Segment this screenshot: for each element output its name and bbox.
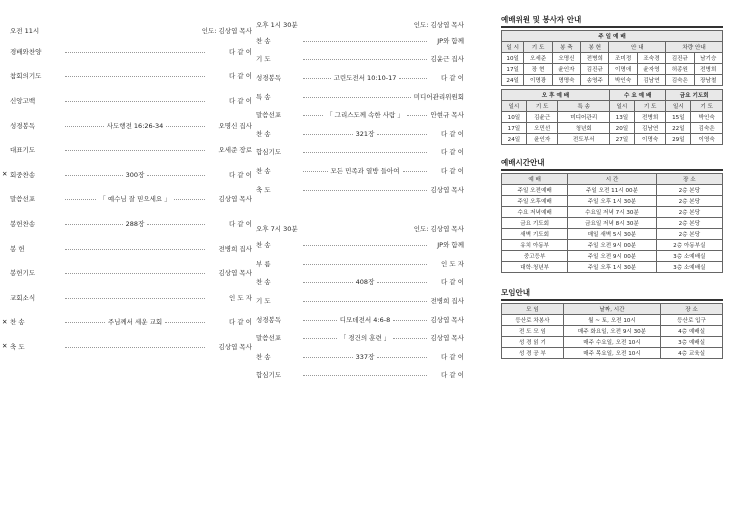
order-person: 다 같 이 xyxy=(441,278,464,287)
order-detail: 「 경건의 훈련 」 xyxy=(339,334,391,343)
order-person: 김상엽 목사 xyxy=(430,315,464,324)
table-row xyxy=(502,112,723,123)
table-cell: 김숙은 xyxy=(666,75,694,86)
info-panel xyxy=(501,14,723,359)
order-person: 다 같 이 xyxy=(229,219,252,228)
dotted-leader xyxy=(303,282,353,283)
table-row xyxy=(502,229,723,240)
sunday-col-prayer: 기 도 xyxy=(524,42,552,53)
order-label: 교회소식 xyxy=(10,293,36,302)
table-cell: 청년회 xyxy=(558,123,610,134)
table-cell: 조미정 xyxy=(609,53,637,64)
afternoon2-leader: 인도: 김상엽 목사 xyxy=(413,225,464,234)
weekday-subheader: 일시 xyxy=(502,101,527,112)
order-label: 참회의기도 xyxy=(10,72,42,81)
table-cell: 3층 소예배실 xyxy=(656,251,722,262)
order-person: 다 같 이 xyxy=(441,352,464,361)
table-cell: 장남철 xyxy=(694,75,722,86)
order-row xyxy=(256,328,464,347)
morning-service xyxy=(2,26,252,359)
weekday-subheader: 기 도 xyxy=(691,101,723,112)
order-label: 회중찬송 xyxy=(10,170,36,179)
table-cell: 성 경 공 부 xyxy=(502,348,564,359)
table-cell: 주일 오전 11시 00분 xyxy=(568,185,656,196)
table-cell: 24일 xyxy=(502,75,524,86)
dotted-leader xyxy=(303,190,427,191)
table-cell: 17일 xyxy=(502,123,527,134)
table-cell: 15일 xyxy=(666,112,691,123)
morning-leader: 인도: 김상엽 목사 xyxy=(201,27,252,35)
dotted-leader xyxy=(165,322,205,323)
table-cell: 김숙은 xyxy=(691,123,723,134)
order-row xyxy=(10,137,252,162)
order-row xyxy=(256,87,464,106)
dotted-leader xyxy=(303,152,427,153)
dotted-leader xyxy=(65,322,105,323)
table-cell: 이명광 xyxy=(524,75,552,86)
table-row xyxy=(502,53,723,64)
order-person: 전병희 집사 xyxy=(430,296,464,305)
order-label: 기 도 xyxy=(256,55,271,64)
order-person: 다 같 이 xyxy=(441,73,464,82)
order-detail: 디모데전서 4:6-8 xyxy=(339,315,391,324)
weekday-subheader: 특 송 xyxy=(558,101,610,112)
weekday-servers-table xyxy=(501,89,723,145)
dotted-leader xyxy=(303,97,411,98)
order-label: 말씀선포 xyxy=(256,111,282,120)
order-detail: 「 예수님 잘 믿으세요 」 xyxy=(99,195,171,204)
cross-mark-icon: ✕ xyxy=(2,170,8,179)
table-cell: 대학·청년부 xyxy=(502,262,568,273)
table-cell: 29일 xyxy=(666,134,691,145)
sunday-servers-rows xyxy=(502,53,723,86)
order-detail: 321장 xyxy=(355,129,375,138)
order-label: 찬 송 xyxy=(256,278,271,287)
meetings-table xyxy=(501,303,723,359)
dotted-leader xyxy=(377,357,427,358)
order-person: 다 같 이 xyxy=(441,129,464,138)
schedule-col-time: 시 간 xyxy=(568,174,656,185)
table-cell: 명명숙 xyxy=(552,75,580,86)
table-cell: 2층 본당 xyxy=(656,229,722,240)
table-cell: 이영숙 xyxy=(691,134,723,145)
order-label: 찬 송 xyxy=(256,241,271,250)
order-row xyxy=(10,88,252,113)
table-cell: 주일 오전 9시 00분 xyxy=(568,240,656,251)
order-row xyxy=(10,285,252,310)
cross-mark-icon: ✕ xyxy=(2,342,8,351)
table-cell: 오민선 xyxy=(526,123,558,134)
table-cell: 미디어관리 xyxy=(558,112,610,123)
table-cell: 매주 화요일, 오전 9시 30분 xyxy=(563,326,660,337)
order-person: 김상엽 목사 xyxy=(218,342,252,351)
dotted-leader xyxy=(303,357,353,358)
table-cell: 조숙경 xyxy=(637,53,665,64)
order-label: 대표기도 xyxy=(10,146,36,155)
table-row xyxy=(502,262,723,273)
order-label: 성경봉독 xyxy=(256,315,282,324)
order-row xyxy=(10,211,252,236)
sunday-col-vehicle: 차량 안내 xyxy=(666,42,723,53)
order-detail: 337장 xyxy=(355,352,375,361)
dotted-leader xyxy=(303,320,337,321)
dotted-leader xyxy=(393,338,427,339)
order-row xyxy=(256,50,464,69)
table-cell: 2층 본당 xyxy=(656,207,722,218)
schedule-title: 예배시간안내 xyxy=(501,157,723,171)
table-cell: 이명애 xyxy=(609,64,637,75)
order-label: 찬 송 xyxy=(256,36,271,45)
order-person: JP와 함께 xyxy=(437,36,464,45)
order-row xyxy=(10,113,252,138)
table-cell: 유치 아동부 xyxy=(502,240,568,251)
table-cell: 2층 아동부실 xyxy=(656,240,722,251)
table-cell: 김진규 xyxy=(581,64,609,75)
table-cell: 금요 기도회 xyxy=(502,218,568,229)
sunday-col-guide: 안 내 xyxy=(609,42,666,53)
order-person: 인 도 자 xyxy=(441,259,464,268)
table-cell: 주일 오전 9시 00분 xyxy=(568,251,656,262)
dotted-leader xyxy=(65,52,205,53)
order-detail: 288장 xyxy=(125,219,145,228)
order-row xyxy=(256,310,464,329)
sunday-servers-table xyxy=(501,30,723,86)
table-cell: 등산로 입구 xyxy=(661,315,723,326)
table-cell: 중고등부 xyxy=(502,251,568,262)
order-person: 김윤근 집사 xyxy=(430,55,464,64)
table-cell: 남기승 xyxy=(694,53,722,64)
sunday-title: 주 일 예 배 xyxy=(502,31,723,42)
dotted-leader xyxy=(303,59,427,60)
table-cell: 10일 xyxy=(502,112,527,123)
afternoon1-order-list xyxy=(256,31,464,198)
table-cell: 주일 오후예배 xyxy=(502,196,568,207)
order-row xyxy=(256,180,464,199)
order-label: 찬 송 xyxy=(256,352,271,361)
weekday-servers-rows xyxy=(502,112,723,145)
dotted-leader xyxy=(303,301,427,302)
table-cell: 22일 xyxy=(666,123,691,134)
order-row xyxy=(10,236,252,261)
dotted-leader xyxy=(65,298,205,299)
table-cell: 매주 목요일, 오전 10시 xyxy=(563,348,660,359)
dotted-leader xyxy=(399,78,427,79)
order-label: 기 도 xyxy=(256,296,271,305)
table-cell: 오명신 xyxy=(552,53,580,64)
order-row xyxy=(256,124,464,143)
order-person: 오세준 장로 xyxy=(218,146,252,155)
table-row xyxy=(502,326,723,337)
table-cell: 송영주 xyxy=(581,75,609,86)
order-person: 다 같 이 xyxy=(229,72,252,81)
dotted-leader xyxy=(303,375,427,376)
table-row xyxy=(502,185,723,196)
order-person: 다 같 이 xyxy=(229,170,252,179)
order-label: 봉헌기도 xyxy=(10,269,36,278)
afternoon2-time: 오후 7시 30분 xyxy=(256,225,298,234)
order-row xyxy=(10,260,252,285)
dotted-leader xyxy=(303,41,427,42)
order-row xyxy=(256,161,464,180)
schedule-col-service: 예 배 xyxy=(502,174,568,185)
weekday-subheader-row xyxy=(502,101,723,112)
table-cell: 2층 본당 xyxy=(656,196,722,207)
order-detail: 「 그리스도께 속한 사람 」 xyxy=(326,111,404,120)
table-row xyxy=(502,196,723,207)
dotted-leader xyxy=(65,199,96,200)
table-cell: 박인숙 xyxy=(609,75,637,86)
order-label: 찬 송 xyxy=(10,318,25,327)
table-row xyxy=(502,75,723,86)
meetings-title: 모임안내 xyxy=(501,287,723,301)
afternoon1-time: 오후 1시 30분 xyxy=(256,21,298,29)
order-person: 다 같 이 xyxy=(441,148,464,157)
order-label: 봉헌찬송 xyxy=(10,219,36,228)
weekday-subheader: 기 도 xyxy=(634,101,666,112)
table-row xyxy=(502,251,723,262)
meetings-col-place: 장 소 xyxy=(661,304,723,315)
order-row xyxy=(2,162,252,187)
order-detail: 모든 민족과 열방 들아여 xyxy=(330,166,400,175)
sunday-col-date: 일 시 xyxy=(502,42,524,53)
order-detail: 408장 xyxy=(355,278,375,287)
order-row xyxy=(10,64,252,89)
table-cell: 전병희 xyxy=(634,112,666,123)
order-label: 신앙고백 xyxy=(10,96,36,105)
table-cell: 3층 예배실 xyxy=(661,337,723,348)
order-detail: 주님께서 세운 교회 xyxy=(107,318,163,327)
table-cell: 월 ~ 토, 오전 10시 xyxy=(563,315,660,326)
table-cell: 13일 xyxy=(609,112,634,123)
table-cell: 수요 저녁예배 xyxy=(502,207,568,218)
table-cell: 박인숙 xyxy=(691,112,723,123)
dotted-leader xyxy=(174,199,205,200)
weekday-subheader: 일시 xyxy=(666,101,691,112)
order-label: 찬 송 xyxy=(256,166,271,175)
table-cell: 4층 예배실 xyxy=(661,326,723,337)
dotted-leader xyxy=(393,320,427,321)
order-label: 말씀선포 xyxy=(256,334,282,343)
order-row xyxy=(256,105,464,124)
weekday-subheader: 일시 xyxy=(609,101,634,112)
order-label: 축 도 xyxy=(256,185,271,194)
order-row xyxy=(10,187,252,212)
table-row xyxy=(502,348,723,359)
table-cell: 전 도 모 임 xyxy=(502,326,564,337)
table-row xyxy=(502,218,723,229)
order-row xyxy=(256,366,464,385)
morning-order-list xyxy=(2,39,252,359)
order-row xyxy=(256,347,464,366)
cross-mark-icon: ✕ xyxy=(2,317,8,326)
table-cell: 장 현 xyxy=(524,64,552,75)
order-person: 김상엽 목사 xyxy=(218,269,252,278)
order-row xyxy=(256,291,464,310)
table-cell: 24일 xyxy=(502,134,527,145)
order-row xyxy=(2,310,252,335)
table-cell: 10일 xyxy=(502,53,524,64)
dotted-leader xyxy=(403,171,428,172)
dotted-leader xyxy=(166,126,205,127)
table-row xyxy=(502,134,723,145)
meetings-col-name: 모 임 xyxy=(502,304,564,315)
dotted-leader xyxy=(377,282,427,283)
order-person: 전병희 집사 xyxy=(218,244,252,253)
dotted-leader xyxy=(303,171,328,172)
table-cell: 허종원 xyxy=(666,64,694,75)
dotted-leader xyxy=(65,175,123,176)
table-cell: 수요일 저녁 7시 30분 xyxy=(568,207,656,218)
order-label: 특 송 xyxy=(256,92,271,101)
dotted-leader xyxy=(303,338,337,339)
order-row xyxy=(256,68,464,87)
afternoon1-leader: 인도: 김상엽 목사 xyxy=(413,21,464,29)
dotted-leader xyxy=(147,175,205,176)
order-label: 찬 송 xyxy=(256,129,271,138)
order-person: 미디어관리위원회 xyxy=(413,92,464,101)
dotted-leader xyxy=(303,134,353,135)
table-cell: 4층 교육실 xyxy=(661,348,723,359)
schedule-table xyxy=(501,173,723,273)
order-person: 김상엽 목사 xyxy=(218,195,252,204)
order-person: 안현규 목사 xyxy=(430,111,464,120)
order-row xyxy=(256,143,464,162)
dotted-leader xyxy=(303,245,427,246)
table-cell: 김남연 xyxy=(634,123,666,134)
table-cell: 20일 xyxy=(609,123,634,134)
order-person: 인 도 자 xyxy=(229,293,252,302)
order-label: 합심기도 xyxy=(256,148,282,157)
dotted-leader xyxy=(65,273,205,274)
table-cell: 성 경 읽 기 xyxy=(502,337,564,348)
morning-time: 오전 11시 xyxy=(10,27,40,35)
dotted-leader xyxy=(65,126,104,127)
order-label: 성경봉독 xyxy=(256,73,282,82)
table-cell: 김윤근 xyxy=(526,112,558,123)
dotted-leader xyxy=(65,249,205,250)
table-cell: 금요일 저녁 8시 30분 xyxy=(568,218,656,229)
afternoon2-header xyxy=(256,224,464,233)
table-row xyxy=(502,207,723,218)
weekday-subheader: 기 도 xyxy=(526,101,558,112)
afternoon1-header xyxy=(256,20,464,29)
morning-header xyxy=(10,26,252,35)
table-cell: 2층 본당 xyxy=(656,218,722,229)
table-row xyxy=(502,123,723,134)
meetings-rows xyxy=(502,315,723,359)
table-cell: 주일 오후 1시 30분 xyxy=(568,196,656,207)
table-cell: 윤자영 xyxy=(637,64,665,75)
afternoon2-order-list xyxy=(256,235,464,384)
table-cell: 전도부서 xyxy=(558,134,610,145)
table-cell: 이명숙 xyxy=(634,134,666,145)
dotted-leader xyxy=(407,115,427,116)
table-cell: 3층 소예배실 xyxy=(656,262,722,273)
order-label: 성경봉독 xyxy=(10,121,36,130)
order-label: 합심기도 xyxy=(256,371,282,380)
table-cell: 김진규 xyxy=(666,53,694,64)
dotted-leader xyxy=(65,150,205,151)
table-cell: 김남연 xyxy=(637,75,665,86)
order-person: 다 같 이 xyxy=(229,318,252,327)
order-label: 봉 헌 xyxy=(10,244,25,253)
order-row xyxy=(256,254,464,273)
table-cell: 주일 오후 1시 30분 xyxy=(568,262,656,273)
wed-service-title: 수 요 예 배 xyxy=(609,90,665,101)
table-cell: 전병희 xyxy=(581,53,609,64)
table-cell: 2층 본당 xyxy=(656,185,722,196)
table-cell: 매일 새벽 5시 30분 xyxy=(568,229,656,240)
table-cell: 전병희 xyxy=(694,64,722,75)
order-person: 다 같 이 xyxy=(441,371,464,380)
order-row xyxy=(256,235,464,254)
dotted-leader xyxy=(303,264,427,265)
order-person: 다 같 이 xyxy=(441,166,464,175)
table-row xyxy=(502,337,723,348)
order-row xyxy=(10,39,252,64)
pm-service-title: 오 후 예 배 xyxy=(502,90,610,101)
order-person: 김상엽 목사 xyxy=(430,334,464,343)
order-person: 다 같 이 xyxy=(229,47,252,56)
order-label: 경배와찬양 xyxy=(10,47,42,56)
order-detail: 300장 xyxy=(125,170,145,179)
order-row xyxy=(256,31,464,50)
order-label: 축 도 xyxy=(10,342,25,351)
table-cell: 새벽 기도회 xyxy=(502,229,568,240)
order-label: 말씀선포 xyxy=(10,195,36,204)
order-row xyxy=(2,334,252,359)
order-person: 오명신 집사 xyxy=(218,121,252,130)
table-row xyxy=(502,64,723,75)
afternoon-service xyxy=(256,20,464,384)
table-cell: 윤인자 xyxy=(552,64,580,75)
table-cell: 등산로 차봉사 xyxy=(502,315,564,326)
table-cell: 주일 오전예배 xyxy=(502,185,568,196)
order-person: 다 같 이 xyxy=(229,96,252,105)
dotted-leader xyxy=(65,76,205,77)
dotted-leader xyxy=(147,224,205,225)
table-cell: 매주 수요일, 오전 10시 xyxy=(563,337,660,348)
table-cell: 오세준 xyxy=(524,53,552,64)
fri-prayer-title: 금요 기도회 xyxy=(666,90,723,101)
dotted-leader xyxy=(377,134,427,135)
order-detail: 고린도전서 10:10-17 xyxy=(333,73,397,82)
order-detail: 사도행전 16:26-34 xyxy=(106,121,164,130)
servers-title: 예배위원 및 봉사자 안내 xyxy=(501,14,723,28)
schedule-col-place: 장 소 xyxy=(656,174,722,185)
table-row xyxy=(502,315,723,326)
dotted-leader xyxy=(65,347,205,348)
table-cell: 17일 xyxy=(502,64,524,75)
table-cell: 윤인자 xyxy=(526,134,558,145)
order-row xyxy=(256,273,464,292)
dotted-leader xyxy=(65,224,123,225)
sunday-col-offering: 봉 헌 xyxy=(581,42,609,53)
table-cell: 27일 xyxy=(609,134,634,145)
order-person: 김상엽 목사 xyxy=(430,185,464,194)
dotted-leader xyxy=(65,101,205,102)
meetings-col-time: 날짜, 시간 xyxy=(563,304,660,315)
sunday-col-blessing: 봉 축 xyxy=(552,42,580,53)
dotted-leader xyxy=(303,78,331,79)
order-label: 부 름 xyxy=(256,259,271,268)
table-row xyxy=(502,240,723,251)
dotted-leader xyxy=(303,115,323,116)
order-person: JP와 함께 xyxy=(437,241,464,250)
schedule-rows xyxy=(502,185,723,273)
